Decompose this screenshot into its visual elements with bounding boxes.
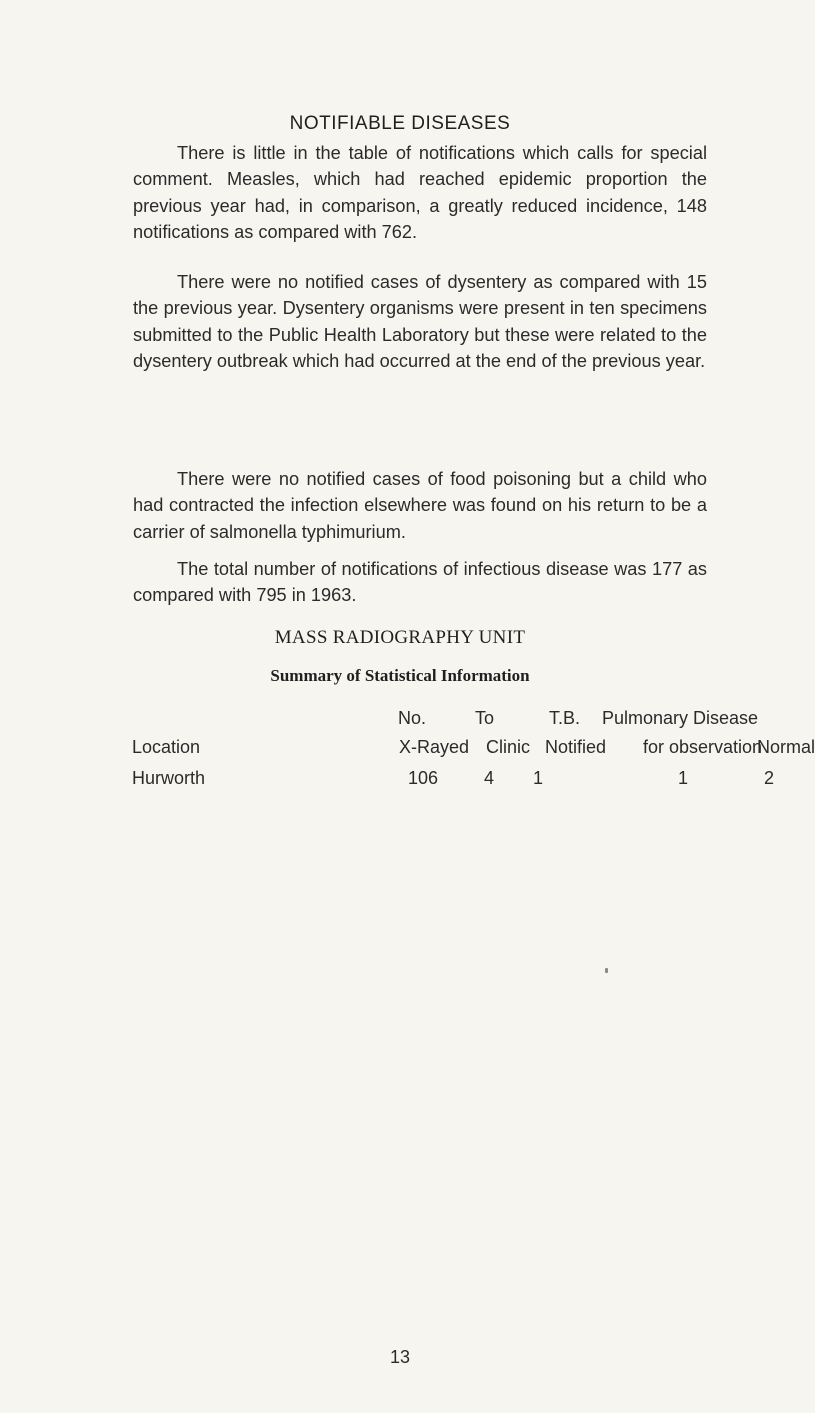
- page-heading: NOTIFIABLE DISEASES: [289, 113, 511, 134]
- paragraph-food-poisoning: There were no notified cases of food poisoning but a child who had contracted the infection elsewhere was found on his return to be a carrier of salmonella typhimurium.: [133, 469, 707, 542]
- header-no-line1: No.: [398, 708, 427, 728]
- cell-normal: 2: [764, 768, 775, 788]
- header-normal: Normal: [757, 737, 815, 757]
- header-pulmonary-line1: Pulmonary Disease: [602, 708, 759, 728]
- cell-tb-notified: 1: [533, 768, 544, 788]
- header-tb-line2: Notified: [545, 737, 607, 757]
- cell-to-clinic: 4: [484, 768, 495, 788]
- paragraph-measles: There is little in the table of notifications which calls for special comment. Measles, which had reached epidemic proportion the previous year had, in comparison, a greatly reduced incidence, 148 notifications as compared with 762.: [133, 143, 707, 242]
- scan-speck: [605, 968, 608, 973]
- page-number: 13: [389, 1347, 411, 1367]
- header-to-line2: Clinic: [486, 737, 531, 757]
- cell-location: Hurworth: [132, 768, 206, 788]
- header-tb-line1: T.B.: [549, 708, 581, 728]
- paragraph-total-notifications: The total number of notifications of infectious disease was 177 as compared with 795 in 1963.: [133, 559, 707, 606]
- header-to-line1: To: [475, 708, 495, 728]
- cell-pulmonary-disease: 1: [678, 768, 689, 788]
- mru-section-title: MASS RADIOGRAPHY UNIT: [274, 627, 526, 648]
- cell-x-rayed: 106: [408, 768, 439, 788]
- mru-section-subtitle: Summary of Statistical Information: [270, 666, 530, 685]
- header-no-line2: X-Rayed: [399, 737, 470, 757]
- header-location: Location: [132, 737, 201, 757]
- paragraph-dysentery: There were no notified cases of dysentery as compared with 15 the previous year. Dysentery organisms were present in ten specimens submitted to the Public Health Laboratory but these were related to the dysentery outbreak which had occurred at the end of the previous year.: [133, 272, 707, 371]
- header-pulmonary-line2: for observation: [643, 737, 763, 757]
